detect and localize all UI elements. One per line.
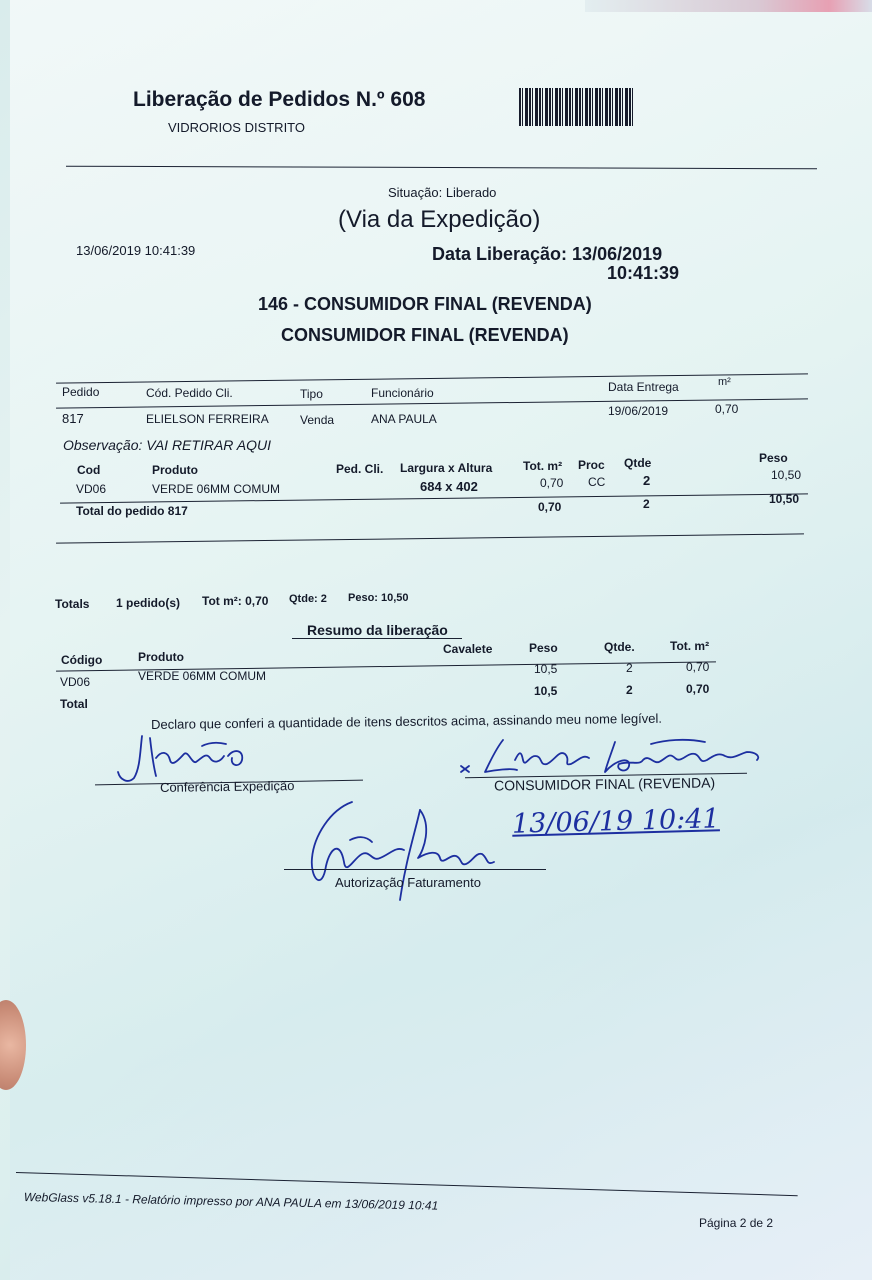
header-qtde: Qtde xyxy=(624,456,652,470)
divider xyxy=(292,638,462,639)
header-data-entrega: Data Entrega xyxy=(608,380,679,394)
item-produto: VERDE 06MM COMUM xyxy=(152,482,281,496)
handwritten-date: 13/06/19 10:41 xyxy=(511,803,721,840)
item-peso: 10,50 xyxy=(771,468,802,482)
conferencia-label: Conferência Expedição xyxy=(159,778,295,795)
client-line-1: 146 - CONSUMIDOR FINAL (REVENDA) xyxy=(258,294,592,314)
resumo-row-codigo: VD06 xyxy=(60,675,91,689)
row-pedido: 817 xyxy=(62,411,84,426)
header-largura-altura: Largura x Altura xyxy=(400,461,493,475)
background-strip xyxy=(585,0,872,12)
resumo-row-peso: 10,5 xyxy=(534,662,558,676)
resumo-header-qtde: Qtde. xyxy=(604,640,635,654)
total-pedido-qtde: 2 xyxy=(643,497,650,511)
resumo-total-tot-m2: 0,70 xyxy=(686,682,710,696)
company-name: VIDRORIOS DISTRITO xyxy=(168,120,305,135)
row-data-entrega: 19/06/2019 xyxy=(608,404,669,418)
consumidor-label: CONSUMIDOR FINAL (REVENDA) xyxy=(493,774,716,794)
footer-printed-by: WebGlass v5.18.1 - Relatório impresso por ANA PAULA em 13/06/2019 10:41 xyxy=(23,1190,439,1213)
document-title: Liberação de Pedidos N.º 608 xyxy=(133,88,426,111)
totals-qtde: Qtde: 2 xyxy=(289,593,327,605)
item-dimensions: 684 x 402 xyxy=(420,479,478,494)
resumo-row-qtde: 2 xyxy=(626,661,633,675)
signature-line xyxy=(284,869,546,870)
row-cod-pedido-cli: ELIELSON FERREIRA xyxy=(146,412,269,426)
row-funcionario: ANA PAULA xyxy=(371,412,437,426)
resumo-title: Resumo da liberação xyxy=(307,622,448,638)
header-ped-cli: Ped. Cli. xyxy=(336,462,384,476)
item-qtde: 2 xyxy=(643,473,651,488)
item-proc: CC xyxy=(588,475,606,489)
resumo-header-tot-m2: Tot. m² xyxy=(670,639,710,653)
resumo-total-label: Total xyxy=(60,697,88,711)
resumo-header-cavalete: Cavalete xyxy=(443,642,493,656)
header-pedido: Pedido xyxy=(62,385,100,399)
autorizacao-label: Autorização Faturamento xyxy=(335,875,481,890)
row-tipo: Venda xyxy=(300,413,335,427)
resumo-total-peso: 10,5 xyxy=(534,684,558,698)
total-pedido-label: Total do pedido 817 xyxy=(76,504,188,518)
header-cod-pedido-cli: Cód. Pedido Cli. xyxy=(146,386,233,400)
situacao-text: Situação: Liberado xyxy=(388,185,497,200)
header-tipo: Tipo xyxy=(300,387,323,401)
observacao-text: Observação: VAI RETIRAR AQUI xyxy=(63,437,271,453)
barcode-icon xyxy=(519,88,634,126)
totals-tot-m2: Tot m²: 0,70 xyxy=(202,594,269,608)
header-m2: m² xyxy=(718,376,731,388)
resumo-row-produto: VERDE 06MM COMUM xyxy=(138,669,267,683)
data-liberacao: Data Liberação: 13/06/2019 xyxy=(432,244,663,264)
resumo-total-qtde: 2 xyxy=(626,683,633,697)
totals-peso: Peso: 10,50 xyxy=(348,592,409,604)
resumo-header-peso: Peso xyxy=(529,641,558,655)
item-cod: VD06 xyxy=(76,482,107,496)
client-line-2: CONSUMIDOR FINAL (REVENDA) xyxy=(281,325,569,345)
declaration-text: Declaro que conferi a quantidade de itens descritos acima, assinando meu nome legível. xyxy=(151,710,663,732)
totals-label: Totals xyxy=(55,597,90,611)
resumo-header-codigo: Código xyxy=(61,653,103,667)
total-pedido-m2: 0,70 xyxy=(538,500,562,514)
header-funcionario: Funcionário xyxy=(371,386,434,400)
row-m2: 0,70 xyxy=(715,402,739,416)
header-cod: Cod xyxy=(77,463,101,477)
total-pedido-peso: 10,50 xyxy=(769,492,800,506)
totals-pedidos: 1 pedido(s) xyxy=(116,596,181,610)
header-produto: Produto xyxy=(152,463,198,477)
item-tot-m2: 0,70 xyxy=(540,476,564,490)
resumo-header-produto: Produto xyxy=(138,650,184,664)
header-proc: Proc xyxy=(578,458,605,472)
data-liberacao-time: 10:41:39 xyxy=(607,263,680,283)
header-tot-m2: Tot. m² xyxy=(523,459,563,473)
via-title: (Via da Expedição) xyxy=(338,206,541,233)
resumo-row-tot-m2: 0,70 xyxy=(686,660,710,674)
footer-page: Página 2 de 2 xyxy=(699,1216,774,1230)
printed-datetime: 13/06/2019 10:41:39 xyxy=(76,243,196,258)
header-peso: Peso xyxy=(759,451,788,465)
